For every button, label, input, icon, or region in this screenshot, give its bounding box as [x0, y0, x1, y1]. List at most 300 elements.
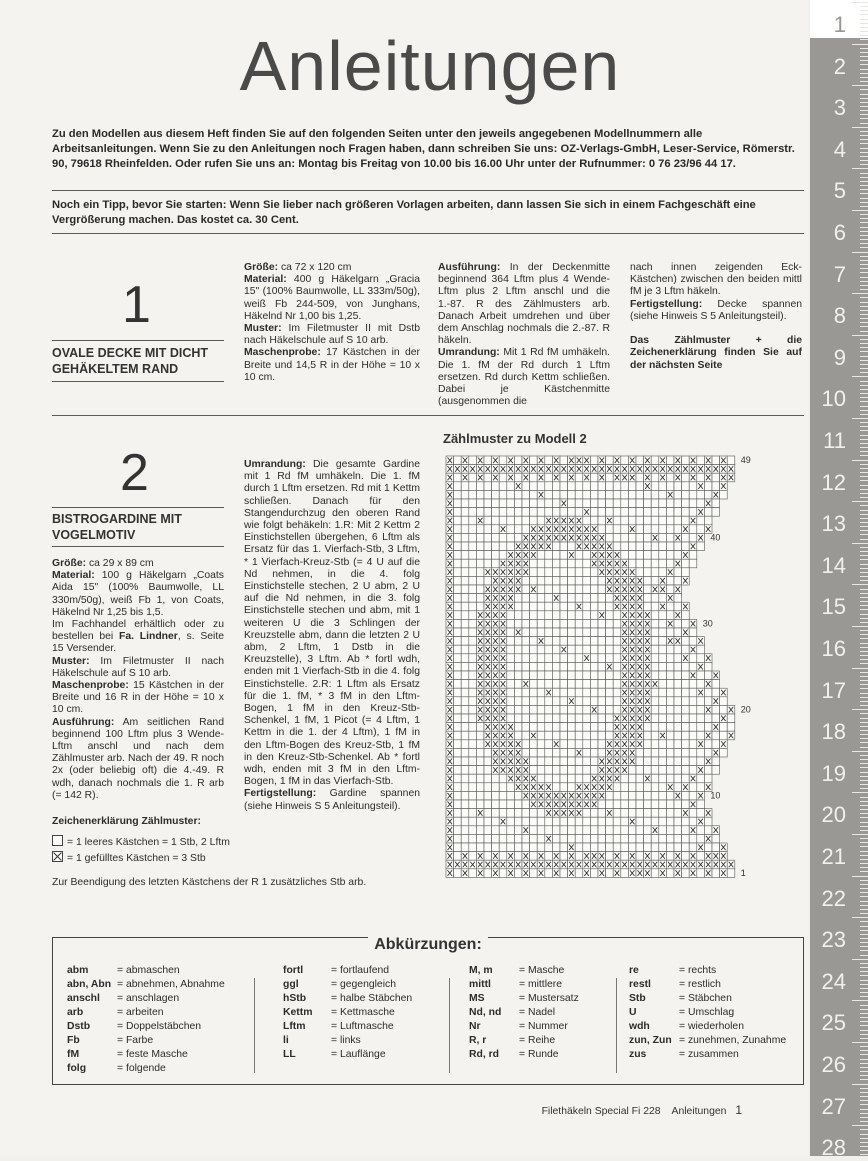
ruler-tick: [860, 360, 868, 361]
abbr-row: R, r = Reihe: [469, 1035, 556, 1046]
ruler-number: 26: [821, 1052, 846, 1077]
ruler-tick: [860, 118, 868, 119]
footer-section: Anleitungen: [671, 1106, 727, 1117]
footer-page-number: 1: [735, 1103, 742, 1117]
ruler-number: 4: [833, 136, 846, 162]
ruler-tick: [860, 884, 868, 885]
ruler-tick: [860, 239, 868, 240]
ruler-tick: [860, 547, 868, 548]
ruler-number: 27: [821, 1093, 846, 1119]
ruler-tick: [860, 272, 868, 273]
ruler-tick: [860, 871, 868, 872]
ruler-number: 11: [823, 428, 846, 453]
ruler-tick: [860, 1150, 868, 1151]
ruler-tick: [860, 1079, 868, 1080]
ruler-tick: [860, 555, 868, 556]
ruler-tick: [860, 697, 868, 698]
ruler-tick: [860, 77, 868, 78]
ruler-tick: [860, 1059, 868, 1060]
chart-row-label: 10: [710, 790, 721, 801]
text-paragraph: nach innen zeigenden Eck-Kästchen) zwischen den beiden mittl fM je 3 Lftm häkeln.: [630, 262, 802, 298]
ruler-tick: [852, 709, 868, 710]
model-2-text-col-2: [244, 459, 420, 813]
ruler-number: 10: [821, 386, 846, 412]
model-1-title: OVALE DECKE MIT DICHT GEHÄKELTEM RAND: [52, 346, 209, 376]
ruler-tick: [860, 468, 868, 469]
ruler-tick: [860, 285, 868, 286]
ruler-tick: [860, 926, 868, 927]
ruler-tick: [860, 905, 868, 906]
ruler-tick: [860, 485, 868, 486]
ruler-tick: [860, 410, 868, 411]
ruler-tick: [860, 988, 868, 989]
ruler-tick: [860, 455, 868, 456]
text-paragraph: Umrandung: Mit 1 Rd fM umhäkeln. Die 1. fM der Rd durch 1 Lftm ersetzen. Rd durch Kettm schließen. Dabei je Kästchenmitte (ausgenommen die: [438, 347, 610, 408]
ruler-tick: [860, 110, 868, 111]
ruler-tick: [852, 85, 868, 86]
ruler-tick: [860, 131, 868, 132]
abbr-row: LL = Lauflänge: [283, 1049, 386, 1060]
ruler-tick: [860, 27, 868, 28]
ruler-tick: [860, 368, 868, 369]
ruler-tick: [860, 435, 868, 436]
ruler-tick: [852, 668, 868, 669]
ruler-tick: [860, 1054, 868, 1055]
divider: [52, 190, 804, 191]
chart-row-label: 49: [740, 455, 751, 465]
ruler-tick: [860, 268, 868, 269]
ruler-tick: [860, 281, 868, 282]
ruler-tick: [860, 1096, 868, 1097]
ruler-tick: [860, 718, 868, 719]
ruler-number: 17: [821, 677, 846, 703]
ruler-tick: [860, 659, 868, 660]
abbr-row: arb = arbeiten: [67, 1007, 164, 1018]
ruler-tick: [860, 389, 868, 390]
ruler-tick: [852, 460, 868, 461]
ruler-tick: [860, 35, 868, 36]
model-2-text-col-1: [52, 558, 224, 802]
ruler-tick: [860, 647, 868, 648]
ruler-tick: [860, 539, 868, 540]
ruler-tick: [860, 235, 868, 236]
ruler-tick: [860, 297, 868, 298]
ruler-tick: [860, 797, 868, 798]
text-paragraph: Fertigstellung: Decke spannen (siehe Hinweis S 5 Anleitungsteil).: [630, 298, 802, 322]
ruler-tick: [860, 855, 868, 856]
ruler-tick: [860, 755, 868, 756]
page-footer: [542, 1103, 742, 1117]
ruler-tick: [860, 601, 868, 602]
ruler-tick: [860, 913, 868, 914]
footer-publication: Filethäkeln Special Fi 228: [541, 1106, 661, 1117]
model-2-number: 2: [120, 444, 149, 502]
abbr-row: Rd, rd = Runde: [469, 1049, 559, 1060]
ruler-tick: [860, 339, 868, 340]
ruler-tick: [860, 318, 868, 319]
ruler-tick: [860, 909, 868, 910]
abbr-row: zus = zusammen: [629, 1049, 739, 1060]
ruler-tick: [860, 1138, 868, 1139]
ruler-tick: [860, 114, 868, 115]
ruler-tick: [860, 655, 868, 656]
ruler-tick: [860, 177, 868, 178]
legend-filled-row: [52, 851, 206, 866]
ruler-tick: [860, 684, 868, 685]
ruler-tick: [852, 501, 868, 502]
ruler-tick: [860, 975, 868, 976]
ruler-tick: [860, 676, 868, 677]
ruler-tick: [860, 826, 868, 827]
ruler-tick: [860, 930, 868, 931]
text-paragraph: Ausführung: Am seitlichen Rand beginnend 100 Lftm plus 3 Wende-Lftm anschl und nach dem Zählmuster arb. Nach der 49. R noch 2x (oder beliebig oft) die 4.-49. R wdh, danach nochmals die 1. R arb (= 142 R).: [52, 716, 224, 801]
ruler-number: 25: [821, 1010, 846, 1036]
legend-title: Zeichenerklärung Zählmuster:: [52, 816, 201, 827]
ruler-tick: [860, 772, 868, 773]
ruler-tick: [860, 447, 868, 448]
ruler-tick: [860, 559, 868, 560]
abbr-row: Stb = Stäbchen: [629, 993, 732, 1004]
ruler-number: 1: [833, 12, 846, 37]
divider: [52, 381, 224, 382]
ruler-tick: [860, 164, 868, 165]
text-paragraph: Ausführung: In der Deckenmitte beginnend 364 Lftm plus 4 Wende-Lftm plus 2 Lftm anschl und die 1.-87. R des Zählmusters arb. Danach Arbeit umdrehen und über dem Anschlag nochmals die 2.-87. R häkeln.: [438, 262, 610, 347]
chart-row-label: 30: [702, 618, 713, 629]
ruler-tick: [860, 189, 868, 190]
ruler-tick: [852, 376, 868, 377]
ruler-tick: [860, 1038, 868, 1039]
chart-title: Zählmuster zu Modell 2: [443, 431, 587, 446]
abbr-row: anschl = anschlagen: [67, 993, 180, 1004]
ruler-tick: [860, 510, 868, 511]
ruler-tick: [860, 1009, 868, 1010]
ruler-tick: [860, 938, 868, 939]
ruler-tick: [860, 439, 868, 440]
abbr-column-3: [469, 964, 579, 1062]
ruler-tick: [860, 526, 868, 527]
ruler-tick: [860, 94, 868, 95]
ruler-tick: [860, 863, 868, 864]
ruler-tick: [860, 306, 868, 307]
abbr-row: hStb = halbe Stäbchen: [283, 993, 413, 1004]
ruler-number: 8: [833, 303, 846, 329]
ruler-tick: [860, 14, 868, 15]
ruler-tick: [860, 1092, 868, 1093]
ruler-tick: [860, 347, 868, 348]
ruler-tick: [860, 56, 868, 57]
ruler-tick: [860, 372, 868, 373]
ruler-tick: [860, 767, 868, 768]
ruler-tick: [860, 227, 868, 228]
ruler-tick: [860, 597, 868, 598]
ruler-tick: [860, 967, 868, 968]
ruler-tick: [860, 198, 868, 199]
text-paragraph: Material: 400 g Häkelgarn „Gracia 15" (100% Baumwolle, LL 333m/50g), weiß Fb 244-509, von Junghans, Häkelnd Nr 1,00 bis 1,25.: [244, 274, 420, 322]
ruler-tick: [860, 185, 868, 186]
ruler-tick: [860, 193, 868, 194]
ruler-tick: [860, 609, 868, 610]
ruler-tick: [860, 52, 868, 53]
abbr-row: abm = abmaschen: [67, 965, 180, 976]
text-paragraph: Maschenprobe: 17 Kästchen in der Breite und 14,5 R in der Höhe = 10 x 10 cm.: [244, 347, 420, 383]
abbr-row: fortl = fortlaufend: [283, 965, 390, 976]
ruler-tick: [860, 934, 868, 935]
text-paragraph: Das Zählmuster + die Zeichenerklärung finden Sie auf der nächsten Seite: [630, 335, 802, 371]
ruler-tick: [860, 1034, 868, 1035]
abbr-row: ggl = gegengleich: [283, 979, 396, 990]
abbr-column-4: [629, 964, 786, 1062]
ruler-tick: [860, 901, 868, 902]
ruler-tick: [860, 148, 868, 149]
ruler-tick: [860, 776, 868, 777]
ruler-tick: [860, 152, 868, 153]
filled-box-icon: [52, 851, 63, 862]
ruler-tick: [860, 497, 868, 498]
ruler-number: 14: [821, 552, 846, 578]
ruler-tick: [860, 231, 868, 232]
ruler-tick: [860, 564, 868, 565]
ruler-tick: [860, 277, 868, 278]
ruler-tick: [860, 867, 868, 868]
ruler-tick: [860, 393, 868, 394]
ruler-number: 23: [821, 927, 846, 953]
ruler-tick: [860, 414, 868, 415]
text-paragraph: Größe: ca 29 x 89 cm: [52, 558, 154, 569]
ruler-tick: [852, 2, 868, 3]
ruler-tick: [860, 1142, 868, 1143]
model-1-text-col-2: [438, 262, 610, 408]
abbr-row: abn, Abn = abnehmen, Abnahme: [67, 979, 225, 990]
abbr-row: folg = folgende: [67, 1063, 166, 1074]
ruler-tick: [860, 89, 868, 90]
ruler-tick: [860, 713, 868, 714]
ruler-tick: [860, 1100, 868, 1101]
abbreviations-title: Abkürzungen:: [53, 936, 803, 954]
abbr-row: Dstb = Doppelstäbchen: [67, 1021, 202, 1032]
ruler-tick: [860, 851, 868, 852]
text-paragraph: Größe: ca 72 x 120 cm: [244, 262, 352, 273]
ruler-tick: [852, 917, 868, 918]
ruler-tick: [860, 1104, 868, 1105]
ruler-tick: [860, 156, 868, 157]
ruler-tick: [860, 688, 868, 689]
ruler-tick: [852, 127, 868, 128]
ruler-tick: [860, 946, 868, 947]
ruler-number: 19: [821, 760, 846, 786]
ruler-tick: [852, 1125, 868, 1126]
model-1-number: 1: [122, 276, 151, 334]
ruler-tick: [860, 314, 868, 315]
page-title: Anleitungen: [239, 27, 621, 105]
ruler-tick: [860, 614, 868, 615]
divider: [52, 415, 804, 416]
ruler-tick: [860, 701, 868, 702]
ruler-tick: [860, 326, 868, 327]
ruler-tick: [860, 730, 868, 731]
abbr-row: MS = Mustersatz: [469, 993, 579, 1004]
divider: [52, 340, 224, 341]
ruler-tick: [860, 1071, 868, 1072]
ruler-tick: [860, 942, 868, 943]
abbr-row: wdh = wiederholen: [629, 1021, 744, 1032]
abbr-row: zun, Zun = zunehmen, Zunahme: [629, 1035, 787, 1046]
ruler-tick: [860, 734, 868, 735]
ruler-tick: [860, 139, 868, 140]
intro-paragraph: Zu den Modellen aus diesem Heft finden Sie auf den folgenden Seiten unter den jeweils angegebenen Modellnummern alle Arbeitsanleitungen. Wenn Sie zu den Anleitungen noch Fragen haben, dann schreiben Sie uns: OZ-Verlags-GmbH, Leser-Service, Römerstr. 90, 79618 Rheinfelden. Oder rufen Sie uns an: Montag bis Freitag von 10.00 bis 16.00 Uhr unter der Rufnummer: 0 76 23/96 44 17.: [52, 128, 795, 170]
ruler-tick: [860, 1030, 868, 1031]
divider: [616, 978, 617, 1073]
ruler-tick: [860, 859, 868, 860]
ruler-tick: [860, 568, 868, 569]
ruler-number: 22: [821, 885, 846, 911]
ruler-tick: [860, 48, 868, 49]
ruler-number: 28: [821, 1135, 846, 1161]
ruler-number: 24: [821, 968, 846, 994]
ruler-tick: [860, 60, 868, 61]
ruler-tick: [860, 181, 868, 182]
ruler-tick: [852, 751, 868, 752]
chart-row-label: 40: [710, 532, 721, 543]
ruler-tick: [860, 514, 868, 515]
abbr-row: Lftm = Luftmasche: [283, 1021, 394, 1032]
ruler-tick: [860, 1025, 868, 1026]
ruler-tick: [860, 651, 868, 652]
ruler-tick: [860, 64, 868, 65]
ruler-tick: [860, 888, 868, 889]
empty-box-icon: [52, 835, 63, 846]
ruler-tick: [860, 518, 868, 519]
text-paragraph: [630, 323, 802, 335]
model-1-text-col-3: [630, 262, 802, 372]
ruler-tick: [852, 876, 868, 877]
ruler-tick: [860, 426, 868, 427]
legend-filled-text: = 1 gefülltes Kästchen = 3 Stb: [67, 853, 206, 864]
abbr-row: Nr = Nummer: [469, 1021, 568, 1032]
ruler-tick: [860, 892, 868, 893]
ruler-tick: [860, 996, 868, 997]
ruler-tick: [860, 493, 868, 494]
ruler-number: 12: [821, 469, 846, 495]
ruler-tick: [860, 980, 868, 981]
ruler-tick: [852, 1084, 868, 1085]
ruler-tick: [860, 73, 868, 74]
ruler-tick: [860, 351, 868, 352]
ruler-tick: [860, 218, 868, 219]
abbr-row: M, m = Masche: [469, 965, 565, 976]
ruler-tick: [852, 543, 868, 544]
ruler-tick: [860, 243, 868, 244]
abbr-column-2: [283, 964, 412, 1062]
ruler-tick: [860, 289, 868, 290]
ruler-tick: [860, 738, 868, 739]
text-paragraph: Maschenprobe: 15 Kästchen in der Breite und 16 R in der Höhe = 10 x 10 cm.: [52, 680, 224, 716]
ruler-tick: [852, 252, 868, 253]
crochet-chart: [440, 452, 790, 892]
ruler-tick: [852, 1042, 868, 1043]
ruler-tick: [860, 842, 868, 843]
ruler-tick: [860, 1088, 868, 1089]
ruler-tick: [860, 1134, 868, 1135]
ruler-tick: [860, 406, 868, 407]
ruler-number: 18: [821, 719, 846, 745]
text-paragraph: Muster: Im Filetmuster II nach Häkelschule auf S 10 arb.: [52, 655, 224, 679]
ruler-tick: [860, 480, 868, 481]
ruler-tick: [852, 44, 868, 45]
ruler-tick: [860, 19, 868, 20]
ruler-number: 5: [833, 178, 846, 204]
ruler-tick: [860, 680, 868, 681]
ruler-tick: [860, 331, 868, 332]
ruler-tick: [860, 302, 868, 303]
ruler-tick: [860, 206, 868, 207]
ruler-tick: [860, 963, 868, 964]
divider: [449, 978, 450, 1073]
ruler-tick: [860, 422, 868, 423]
ruler-tick: [860, 805, 868, 806]
abbr-row: fM = feste Masche: [67, 1049, 188, 1060]
ruler-tick: [860, 322, 868, 323]
ruler-number: 2: [833, 53, 846, 79]
text-paragraph: Muster: Im Filetmuster II mit Dstb nach Häkelschule auf S 10 arb.: [244, 323, 420, 347]
ruler-tick: [860, 1109, 868, 1110]
divider: [254, 978, 255, 1073]
text-paragraph: Fertigstellung: Gardine spannen (siehe Hinweis S 5 Anleitungsteil).: [244, 788, 420, 812]
ruler-tick: [860, 1046, 868, 1047]
divider: [52, 233, 804, 234]
ruler-tick: [852, 293, 868, 294]
ruler-tick: [860, 1146, 868, 1147]
ruler-tick: [860, 260, 868, 261]
ruler-tick: [860, 343, 868, 344]
ruler-tick: [860, 381, 868, 382]
ruler-tick: [860, 971, 868, 972]
ruler-tick: [860, 817, 868, 818]
ruler-tick: [860, 950, 868, 951]
ruler-number: 6: [833, 220, 846, 245]
ruler-tick: [860, 1117, 868, 1118]
ruler-tick: [860, 1063, 868, 1064]
ruler-tick: [860, 430, 868, 431]
abbr-row: Fb = Farbe: [67, 1035, 154, 1046]
ruler-tick: [860, 401, 868, 402]
abbr-row: restl = restlich: [629, 979, 721, 990]
divider: [52, 546, 224, 547]
ruler-tick: [860, 722, 868, 723]
abbr-column-1: [67, 964, 225, 1076]
ruler-tick: [860, 984, 868, 985]
ruler-tick: [860, 489, 868, 490]
ruler-tick: [860, 256, 868, 257]
ruler-tick: [860, 202, 868, 203]
text-paragraph: Umrandung: Die gesamte Gardine mit 1 Rd fM umhäkeln. Die 1. fM durch 1 Lftm ersetzen. Rd mit 1 Kettm schließen. Danach für den Stangendurchzug den oberen Rand wie folgt behäkeln: 1.R: Mit 2 Kettm 2 Einstichstellen übergehen, 6 Lftm als Ersatz für das 1. Vierfach-Stb, 3 Lftm, * 1 Vierfach-Kreuz-Stb (= 4 U auf die Nd nehmen, in die 4. folg Einstichstelle stechen, 2 U abm, 2 U auf die Nd nehmen, in die 3. folg Einstichstelle stechen und abm, mit 1 weiteren U die 3 Schlingen der Kreuzstelle abm, dann die letzten 2 U abm, 2 Lftm, 1 Dstb in die Kreuzstelle), 3 Lftm. Ab * fortl wdh, enden mit 1 Vierfach-Stb in die 4. folg Einstichstelle. 2.R: 1 Lftm als Ersatz für die 1. fM, * 3 fM in den Lftm-Bogen, 1 fM in den Kreuz-Stb-Schenkel, 1 fM, 1 Picot (= 4 Lftm, 1 Kettm in die 1. der 4 Lftm), 1 fM in den Lftm-Bogen des Kreuz-Stb, 1 fM in den Kreuz-Stb-Schenkel. Ab * fortl wdh, enden mit 3 fM in den Lftm-Bogen, 1 fM in das Vierfach-Stb.: [244, 459, 420, 788]
page-ruler: [810, 0, 868, 1161]
ruler-tick: [852, 1000, 868, 1001]
ruler-tick: [860, 81, 868, 82]
ruler-tick: [860, 385, 868, 386]
ruler-tick: [852, 418, 868, 419]
ruler-tick: [860, 1113, 868, 1114]
ruler-tick: [860, 1013, 868, 1014]
ruler-tick: [860, 310, 868, 311]
ruler-tick: [860, 780, 868, 781]
ruler-tick: [852, 335, 868, 336]
ruler-tick: [860, 672, 868, 673]
chart-row-label: 1: [740, 867, 746, 878]
ruler-tick: [860, 801, 868, 802]
ruler-tick: [860, 1005, 868, 1006]
ruler-number: 9: [833, 344, 846, 370]
text-paragraph: Material: 100 g Häkelgarn „Coats Aida 15" (100% Baumwolle, LL 330m/50g), weiß Fb 1, von Coats, Häkelnd Nr 1,25 bis 1,5.: [52, 570, 224, 618]
